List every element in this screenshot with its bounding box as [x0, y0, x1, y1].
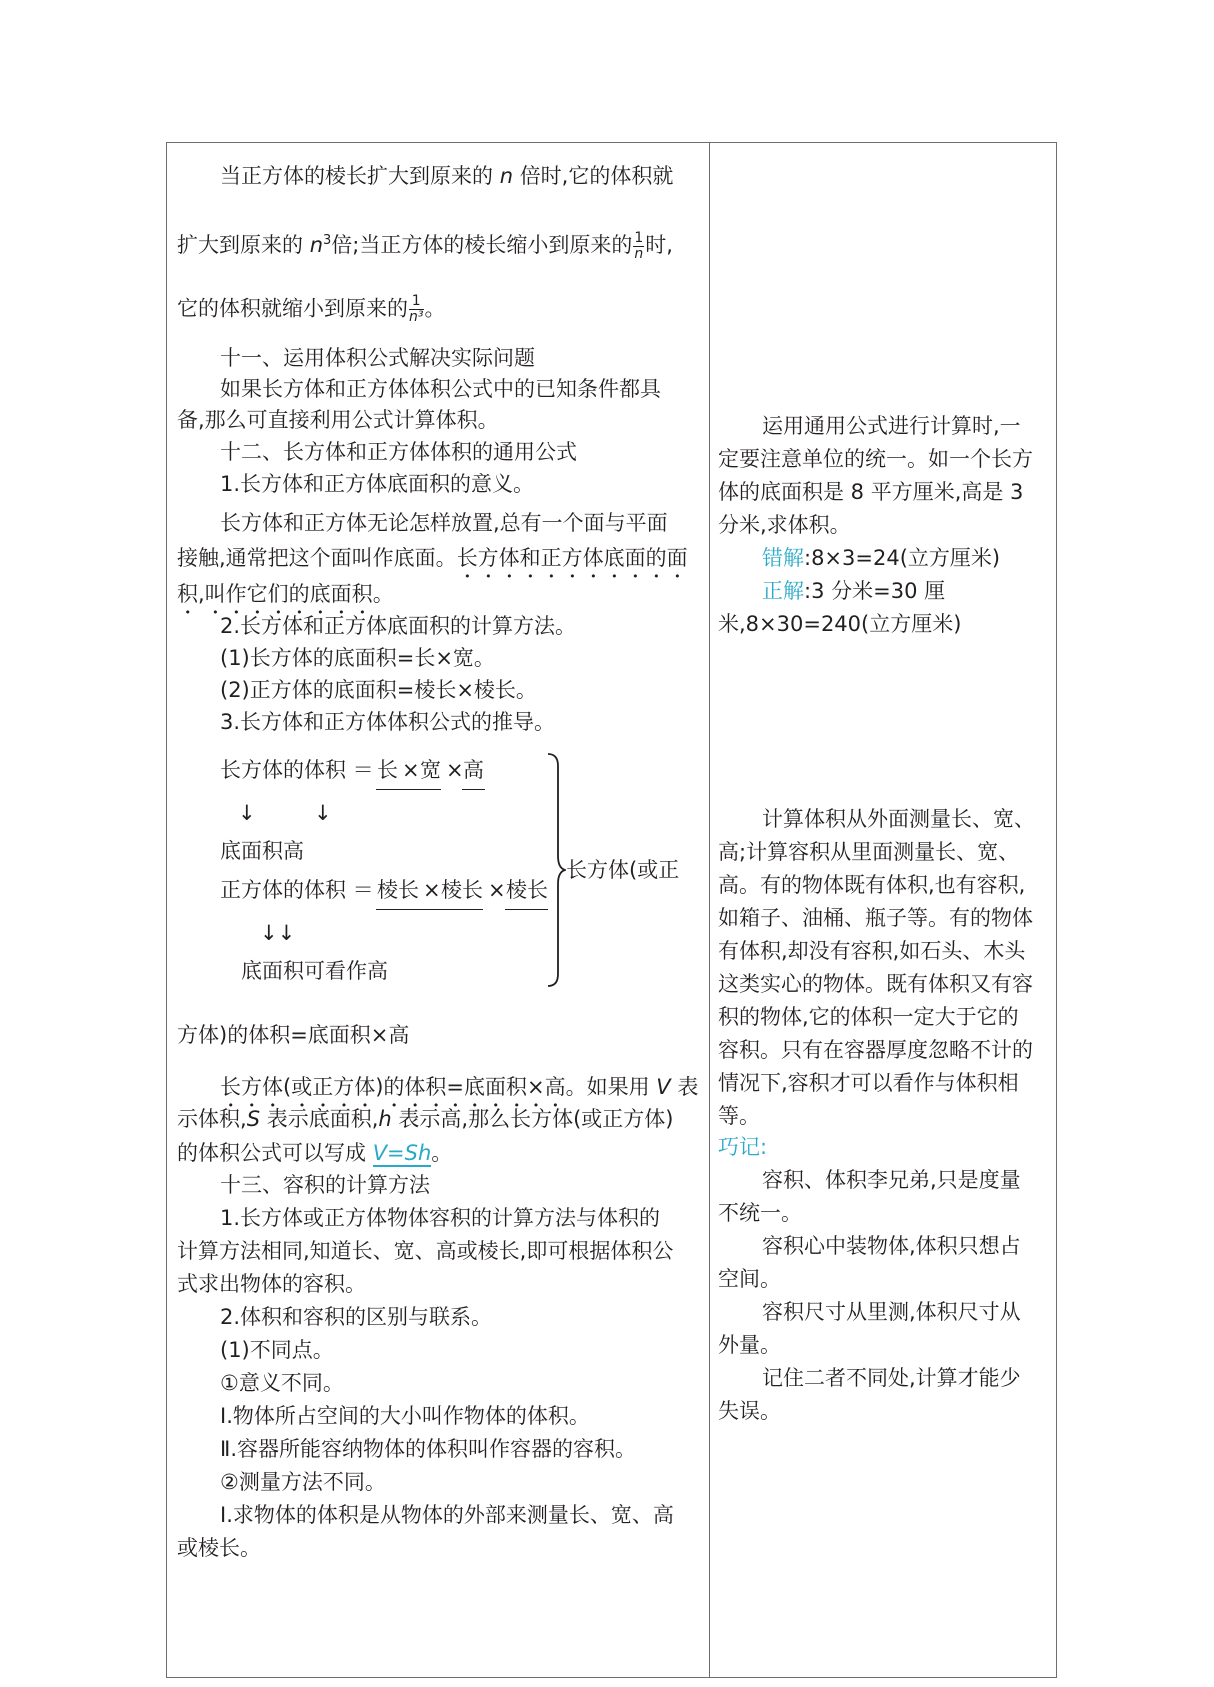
formula-cube-edge: 棱长	[377, 878, 419, 902]
heading-13: 十三、容积的计算方法	[220, 1173, 430, 1197]
item-measurement: ②测量方法不同。	[220, 1470, 386, 1494]
item-meaning: ①意义不同。	[220, 1371, 344, 1395]
note2-line3: 高。有的物体既有体积,也有容积,	[718, 873, 1026, 897]
underline-height	[505, 909, 548, 910]
formula-conclusion-part1: 长方体(或正	[566, 858, 680, 882]
wrong-solution	[762, 545, 1000, 571]
formula-cuboid-base: 底面积高	[220, 839, 304, 863]
arrow-down: ↓	[238, 801, 256, 825]
item-measure-volume-line2: 或棱长。	[177, 1536, 261, 1560]
heading-11: 十一、运用体积公式解决实际问题	[220, 346, 535, 370]
note2-line7: 积的物体,它的体积一定大于它的	[718, 1005, 1019, 1029]
text: 它的体积就缩小到原来的	[177, 296, 408, 321]
text: :8×3=24(立方厘米)	[804, 546, 1001, 570]
text: 。	[372, 582, 394, 606]
tip3-line2: 外量。	[718, 1333, 781, 1357]
var-s: S	[246, 1107, 261, 1131]
text: 当正方体的棱长扩大到原来的	[220, 164, 493, 188]
correct-solution-line2: 米,8×30=240(立方厘米)	[718, 612, 962, 636]
superscript: 3	[323, 233, 332, 248]
item-12-3: 3.长方体和正方体体积公式的推导。	[220, 710, 556, 734]
item-13-2: 2.体积和容积的区别与联系。	[220, 1305, 493, 1329]
paragraph-cube-scale-line3	[177, 294, 446, 325]
formula-cuboid-height: 高	[463, 758, 484, 782]
formula-conclusion-part2: 方体)的体积=底面积×高	[177, 1023, 410, 1047]
note2-line5: 有体积,却没有容积,如石头、木头	[718, 939, 1026, 963]
underline-base	[376, 789, 441, 790]
tip1-line2: 不统一。	[718, 1201, 802, 1225]
formula-times: ×	[402, 758, 420, 782]
item-12-1: 1.长方体和正方体底面积的意义。	[220, 472, 535, 496]
tip2-line2: 空间。	[718, 1267, 781, 1291]
formula-cuboid-length: 长	[377, 758, 398, 782]
paragraph-11-line1: 如果长方体和正方体体积公式中的已知条件都具	[220, 377, 661, 401]
note2-line2: 高;计算容积从里面测量长、宽、	[718, 840, 1020, 864]
heading-12: 十二、长方体和正方体体积的通用公式	[220, 440, 577, 464]
formula-v-sh: V=Sh	[372, 1141, 432, 1165]
paragraph-base-area-line2	[177, 545, 688, 583]
note1-line2: 定要注意单位的统一。如一个长方	[718, 447, 1033, 471]
text: :3 分米=30 厘	[804, 579, 946, 603]
var-n: n	[309, 233, 323, 257]
note1-line1: 运用通用公式进行计算时,一	[762, 414, 1021, 438]
note2-line4: 如箱子、油桶、瓶子等。有的物体	[718, 906, 1033, 930]
formula-cube-base: 底面积可看作高	[241, 959, 388, 983]
formula-times: ×	[423, 878, 441, 902]
item-measure-volume-line1: Ⅰ.求物体的体积是从物体的外部来测量长、宽、高	[220, 1503, 674, 1527]
text: 。	[424, 296, 446, 321]
underline-height	[462, 789, 485, 790]
item-12-2-2: (2)正方体的底面积=棱长×棱长。	[220, 678, 537, 702]
text: 表	[677, 1075, 699, 1099]
formula-times: ×	[446, 758, 464, 782]
tip3-line1: 容积尺寸从里测,体积尺寸从	[762, 1300, 1021, 1324]
formula-times: ×	[488, 878, 506, 902]
emphasis-text: 积,叫作它们的底面积	[177, 582, 373, 606]
tip2-line1: 容积心中装物体,体积只想占	[762, 1234, 1021, 1258]
text: 扩大到原来的	[177, 233, 303, 257]
paragraph-13-1-line3: 式求出物体的容积。	[177, 1272, 366, 1296]
formula-cuboid-label: 长方体的体积 ＝	[220, 758, 374, 782]
paragraph-base-area-line1: 长方体和正方体无论怎样放置,总有一个面与平面	[220, 511, 668, 535]
note2-line10: 等。	[718, 1104, 760, 1128]
correct-label: 正解	[762, 579, 804, 603]
paragraph-13-1-line2: 计算方法相同,知道长、宽、高或棱长,即可根据体积公	[177, 1239, 674, 1263]
text: 。	[431, 1141, 453, 1165]
paragraph-13-1-line1: 1.长方体或正方体物体容积的计算方法与体积的	[220, 1206, 661, 1230]
tip4-line2: 失误。	[718, 1399, 781, 1423]
formula-cube-label: 正方体的体积 ＝	[220, 878, 374, 902]
note2-line9: 情况下,容积才可以看作与体积相	[718, 1071, 1019, 1095]
tip-label: 巧记:	[718, 1135, 768, 1159]
note2-line8: 容积。只有在容器厚度忽略不计的	[718, 1038, 1033, 1062]
tip1-line1: 容积、体积李兄弟,只是度量	[762, 1168, 1021, 1192]
text: 接触,通常把这个面叫作底面。	[177, 546, 457, 570]
formula-cube-edge: 棱长	[441, 878, 483, 902]
text: 。如果用	[565, 1075, 650, 1099]
arrows-down: ↓↓	[260, 921, 296, 945]
note1-line3: 体的底面积是 8 平方厘米,高是 3	[718, 480, 1024, 504]
underline-base	[376, 909, 483, 910]
paragraph-11-line2: 备,那么可直接利用公式计算体积。	[177, 408, 499, 432]
text: 倍时,它的体积就	[519, 164, 674, 188]
item-capacity-definition: Ⅱ.容器所能容纳物体的体积叫作容器的容积。	[220, 1437, 637, 1461]
text: 表示底面积,	[266, 1107, 379, 1131]
var-v: V	[656, 1075, 671, 1099]
note1-line4: 分米,求体积。	[718, 513, 851, 537]
var-n: n	[499, 164, 513, 188]
text: 的体积公式可以写成	[177, 1141, 366, 1165]
item-volume-definition: Ⅰ.物体所占空间的大小叫作物体的体积。	[220, 1404, 590, 1428]
note2-line6: 这类实心的物体。既有体积又有容	[718, 972, 1033, 996]
item-13-2-1: (1)不同点。	[220, 1338, 334, 1362]
note2-line1: 计算体积从外面测量长、宽、	[762, 807, 1035, 831]
paragraph-volume-formula-line2	[177, 1106, 673, 1132]
fraction-1-over-n: $\frac{1}{n}$	[634, 229, 644, 262]
text: 示体积,	[177, 1107, 247, 1131]
text: 表示高,那么长方体(或正方体)	[398, 1107, 674, 1131]
emphasis-text: 长方体(或正方体)的体积=底面积×高	[220, 1075, 566, 1099]
emphasis-text: 长方体和正方体底面的面	[456, 546, 688, 570]
var-h: h	[378, 1107, 392, 1131]
wrong-label: 错解	[762, 546, 804, 570]
formula-cuboid-width: 宽	[420, 758, 441, 782]
paragraph-cube-scale-line2	[177, 228, 673, 262]
paragraph-cube-scale-line1	[220, 163, 673, 189]
formula-cube-edge: 棱长	[506, 878, 548, 902]
item-12-2-1: (1)长方体的底面积=长×宽。	[220, 646, 495, 670]
text: 时,	[645, 233, 673, 257]
item-12-2: 2.长方体和正方体底面积的计算方法。	[220, 614, 577, 638]
arrow-down: ↓	[314, 801, 332, 825]
tip4-line1: 记住二者不同处,计算才能少	[762, 1366, 1021, 1390]
right-brace-icon	[546, 752, 566, 988]
correct-solution-line1	[762, 578, 945, 604]
text: 倍;当正方体的棱长缩小到原来的	[331, 233, 633, 257]
paragraph-volume-formula-line3	[177, 1140, 452, 1166]
fraction-1-over-n-cubed: $\frac{1}{\text{n³}}$	[409, 293, 424, 325]
